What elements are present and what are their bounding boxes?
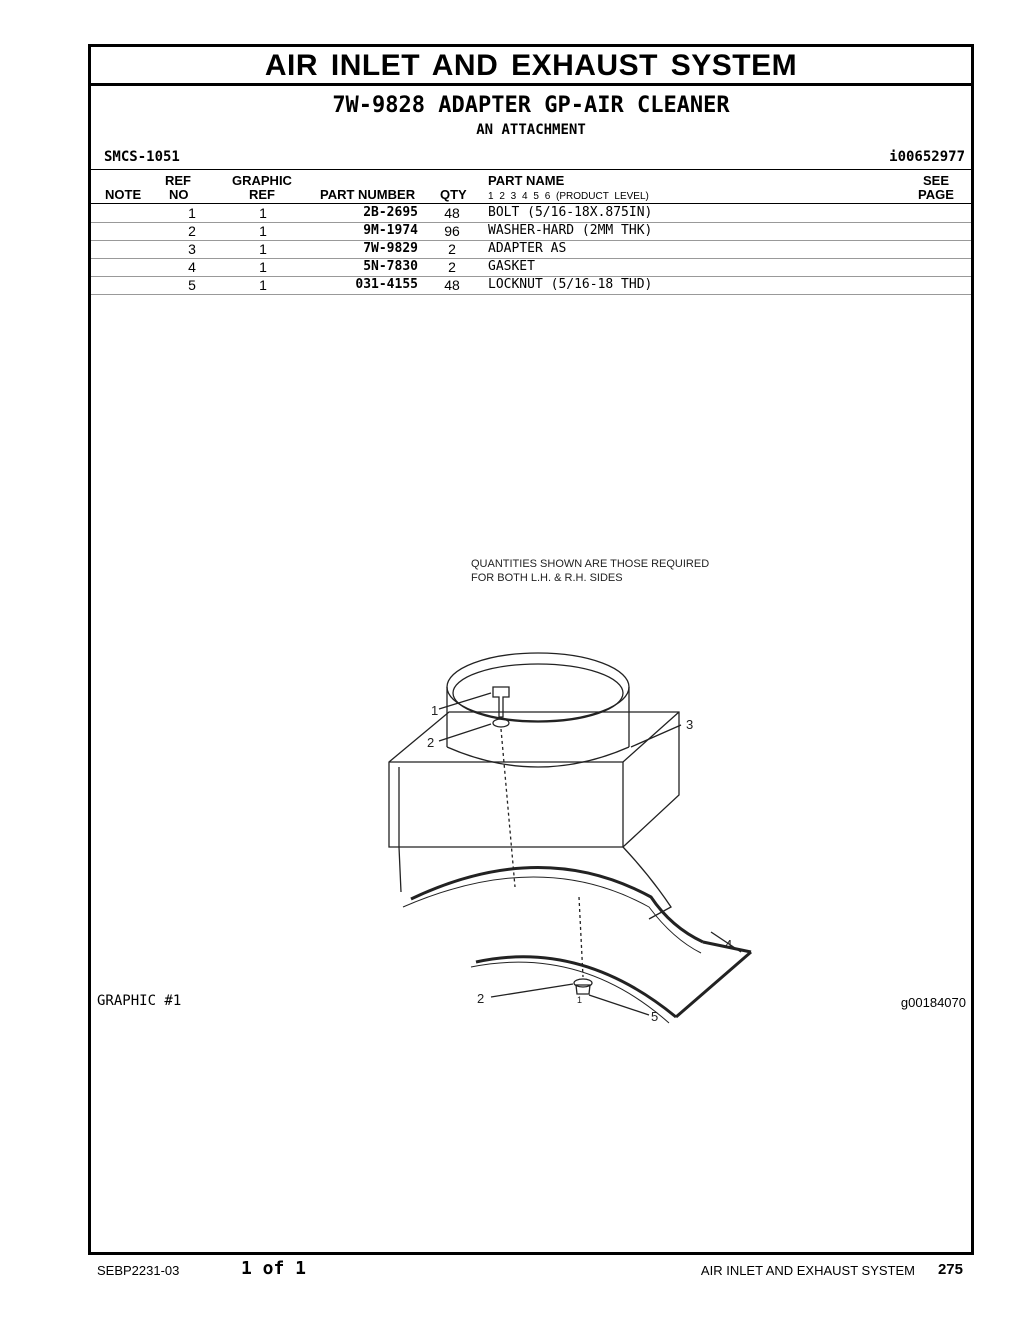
footer-document-number: SEBP2231-03 — [97, 1263, 180, 1278]
cylinder-sides — [447, 687, 629, 747]
row-ref: 3 — [188, 241, 196, 257]
row-qty: 96 — [444, 223, 460, 239]
col-part-name: PART NAME — [488, 173, 565, 188]
footer-page-of: 1 of 1 — [241, 1258, 307, 1279]
row-graphic-ref: 1 — [259, 259, 267, 275]
adapter-lower-flange — [399, 847, 671, 919]
cylinder-base — [447, 747, 629, 767]
col-see-bottom: PAGE — [918, 187, 954, 202]
row-part-name: LOCKNUT (5/16-18 THD) — [488, 277, 653, 292]
leader-3 — [631, 725, 681, 747]
gasket-curve-upper — [411, 867, 703, 942]
row-ref: 4 — [188, 259, 196, 275]
callout-5: 5 — [651, 1009, 659, 1024]
callout-2-lower: 2 — [477, 991, 485, 1006]
row-graphic-ref: 1 — [259, 277, 267, 293]
washer-top — [493, 719, 509, 727]
row-part-name: WASHER-HARD (2MM THK) — [488, 223, 653, 238]
smcs-code: SMCS-1051 — [104, 149, 180, 165]
row-part-name: GASKET — [488, 259, 535, 274]
row-qty: 48 — [444, 205, 460, 221]
page-title: AIR INLET AND EXHAUST SYSTEM — [264, 49, 798, 82]
leader-5 — [589, 995, 649, 1015]
table-row — [91, 222, 971, 241]
col-part-number: PART NUMBER — [320, 187, 416, 202]
row-qty: 48 — [444, 277, 460, 293]
cylinder-top — [447, 653, 629, 721]
col-graphic-top: GRAPHIC — [232, 173, 292, 188]
page-frame — [88, 44, 974, 1255]
row-qty: 2 — [448, 241, 456, 257]
row-ref: 2 — [188, 223, 196, 239]
row-part-number: 9M-1974 — [363, 223, 418, 238]
col-qty: QTY — [440, 187, 467, 202]
leader-2-lower — [491, 984, 573, 997]
gasket-edge-right — [676, 952, 751, 1017]
callout-2: 2 — [427, 735, 435, 750]
adapter-box — [389, 712, 679, 847]
exploded-view-illustration — [331, 547, 751, 1024]
table-row — [91, 276, 971, 295]
row-part-number: 7W-9829 — [363, 241, 418, 256]
row-qty: 2 — [448, 259, 456, 275]
row-part-number: 031-4155 — [355, 277, 418, 292]
table-row — [91, 240, 971, 259]
callout-1-lower: 1 — [577, 995, 583, 1005]
footer-system-name: AIR INLET AND EXHAUST SYSTEM — [700, 1263, 915, 1278]
title-bar — [91, 47, 971, 86]
callout-1: 1 — [431, 703, 439, 718]
row-part-name: BOLT (5/16-18X.875IN) — [488, 205, 653, 220]
row-graphic-ref: 1 — [259, 205, 267, 221]
callout-3: 3 — [686, 717, 694, 732]
row-ref: 1 — [188, 205, 196, 221]
group-title: 7W-9828 ADAPTER GP-AIR CLEANER — [332, 93, 730, 118]
footer-page-number: 275 — [937, 1261, 963, 1278]
col-ref-top: REF — [165, 173, 191, 188]
cylinder-inner-rim — [453, 664, 623, 722]
graphic-note-line2: FOR BOTH L.H. & R.H. SIDES — [471, 572, 623, 584]
bolt-centerline — [501, 729, 515, 887]
col-ref-bottom: NO — [169, 187, 189, 202]
document-identifier: i00652977 — [889, 149, 965, 165]
table-header-top-rule — [91, 169, 971, 170]
group-subtitle: AN ATTACHMENT — [476, 122, 586, 138]
adapter-assembly — [389, 653, 751, 1023]
row-graphic-ref: 1 — [259, 241, 267, 257]
parts-drawing — [331, 547, 751, 1024]
graphic-id: g00184070 — [900, 995, 966, 1010]
col-note: NOTE — [105, 187, 142, 202]
callout-4: 4 — [725, 937, 733, 952]
table-row — [91, 258, 971, 277]
col-see-top: SEE — [923, 173, 950, 188]
col-graphic-bottom: REF — [249, 187, 275, 202]
row-part-number: 5N-7830 — [363, 259, 418, 274]
graphic-note-line1: QUANTITIES SHOWN ARE THOSE REQUIRED — [471, 558, 710, 570]
graphic-label: GRAPHIC #1 — [97, 993, 182, 1009]
col-product-level: 1 2 3 4 5 6 (PRODUCT LEVEL) — [488, 191, 649, 202]
table-row — [91, 204, 971, 223]
row-graphic-ref: 1 — [259, 223, 267, 239]
row-ref: 5 — [188, 277, 196, 293]
row-part-name: ADAPTER AS — [488, 241, 567, 256]
row-part-number: 2B-2695 — [363, 205, 418, 220]
